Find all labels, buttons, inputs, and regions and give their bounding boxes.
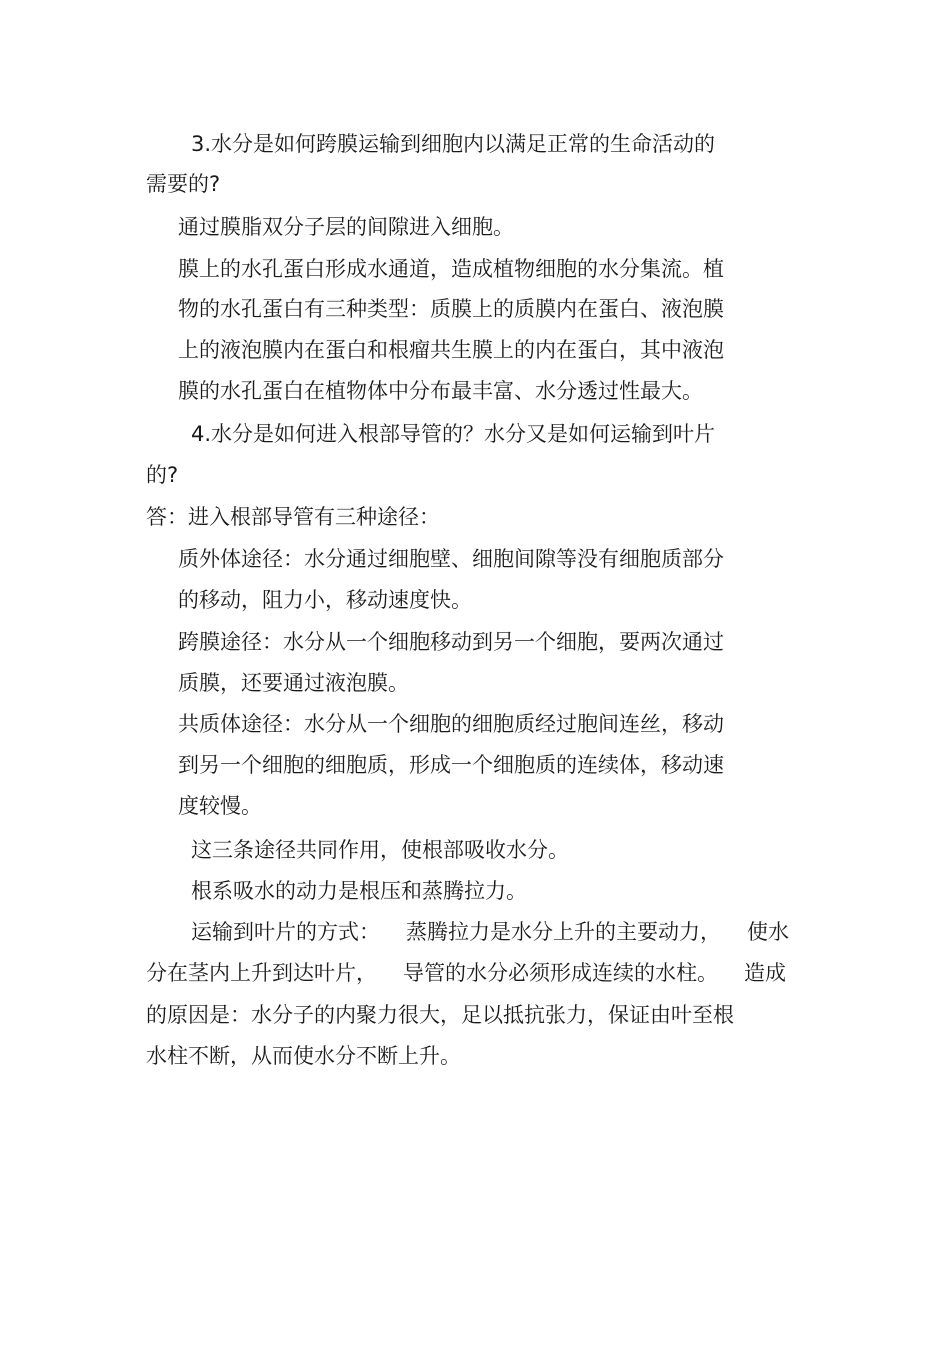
question-3-line-1: 3.水分是如何跨膜运输到细胞内以满足正常的生命活动的 (191, 132, 716, 156)
summary-line: 这三条途径共同作用，使根部吸收水分。 (191, 838, 569, 862)
answer-3-paragraph-2-line-1: 膜上的水孔蛋白形成水通道，造成植物细胞的水分集流。植 (178, 257, 724, 281)
route-symplast-line-2: 到另一个细胞的细胞质，形成一个细胞质的连续体，移动速 (178, 753, 724, 777)
transport-line-1-part-b: 蒸腾拉力是水分上升的主要动力， (406, 920, 721, 944)
transport-line-3: 的原因是：水分子的内聚力很大，足以抵抗张力，保证由叶至根 (146, 1003, 734, 1027)
transport-line-2-part-b: 导管的水分必须形成连续的水柱。 (403, 961, 718, 985)
question-3-line-2: 需要的? (146, 172, 221, 196)
driving-force-line: 根系吸水的动力是根压和蒸腾拉力。 (191, 879, 527, 903)
transport-line-2 (146, 960, 786, 986)
transport-line-2-part-c: 造成 (744, 961, 786, 985)
route-transmembrane-line-1: 跨膜途径：水分从一个细胞移动到另一个细胞，要两次通过 (178, 630, 724, 654)
route-transmembrane-line-2: 质膜，还要通过液泡膜。 (178, 671, 409, 695)
answer-4-intro: 答：进入根部导管有三种途径： (146, 505, 440, 529)
route-symplast-line-3: 度较慢。 (178, 794, 262, 818)
answer-3-paragraph-2-line-3: 上的液泡膜内在蛋白和根瘤共生膜上的内在蛋白，其中液泡 (178, 338, 724, 362)
route-symplast-line-1: 共质体途径：水分从一个细胞的细胞质经过胞间连丝，移动 (178, 712, 724, 736)
answer-3-paragraph-1: 通过膜脂双分子层的间隙进入细胞。 (178, 215, 514, 239)
transport-line-1 (191, 919, 789, 945)
transport-line-1-part-c: 使水 (747, 920, 789, 944)
route-apoplast-line-2: 的移动，阻力小，移动速度快。 (178, 588, 472, 612)
transport-line-4: 水柱不断，从而使水分不断上升。 (146, 1044, 461, 1068)
route-apoplast-line-1: 质外体途径：水分通过细胞壁、细胞间隙等没有细胞质部分 (178, 547, 724, 571)
question-4-line-2: 的? (146, 463, 179, 487)
answer-3-paragraph-2-line-2: 物的水孔蛋白有三种类型：质膜上的质膜内在蛋白、液泡膜 (178, 297, 724, 321)
question-4-line-1: 4.水分是如何进入根部导管的？水分又是如何运输到叶片 (191, 422, 716, 446)
answer-3-paragraph-2-line-4: 膜的水孔蛋白在植物体中分布最丰富、水分透过性最大。 (178, 379, 703, 403)
transport-line-2-part-a: 分在茎内上升到达叶片， (146, 961, 377, 985)
transport-line-1-part-a: 运输到叶片的方式： (191, 920, 380, 944)
